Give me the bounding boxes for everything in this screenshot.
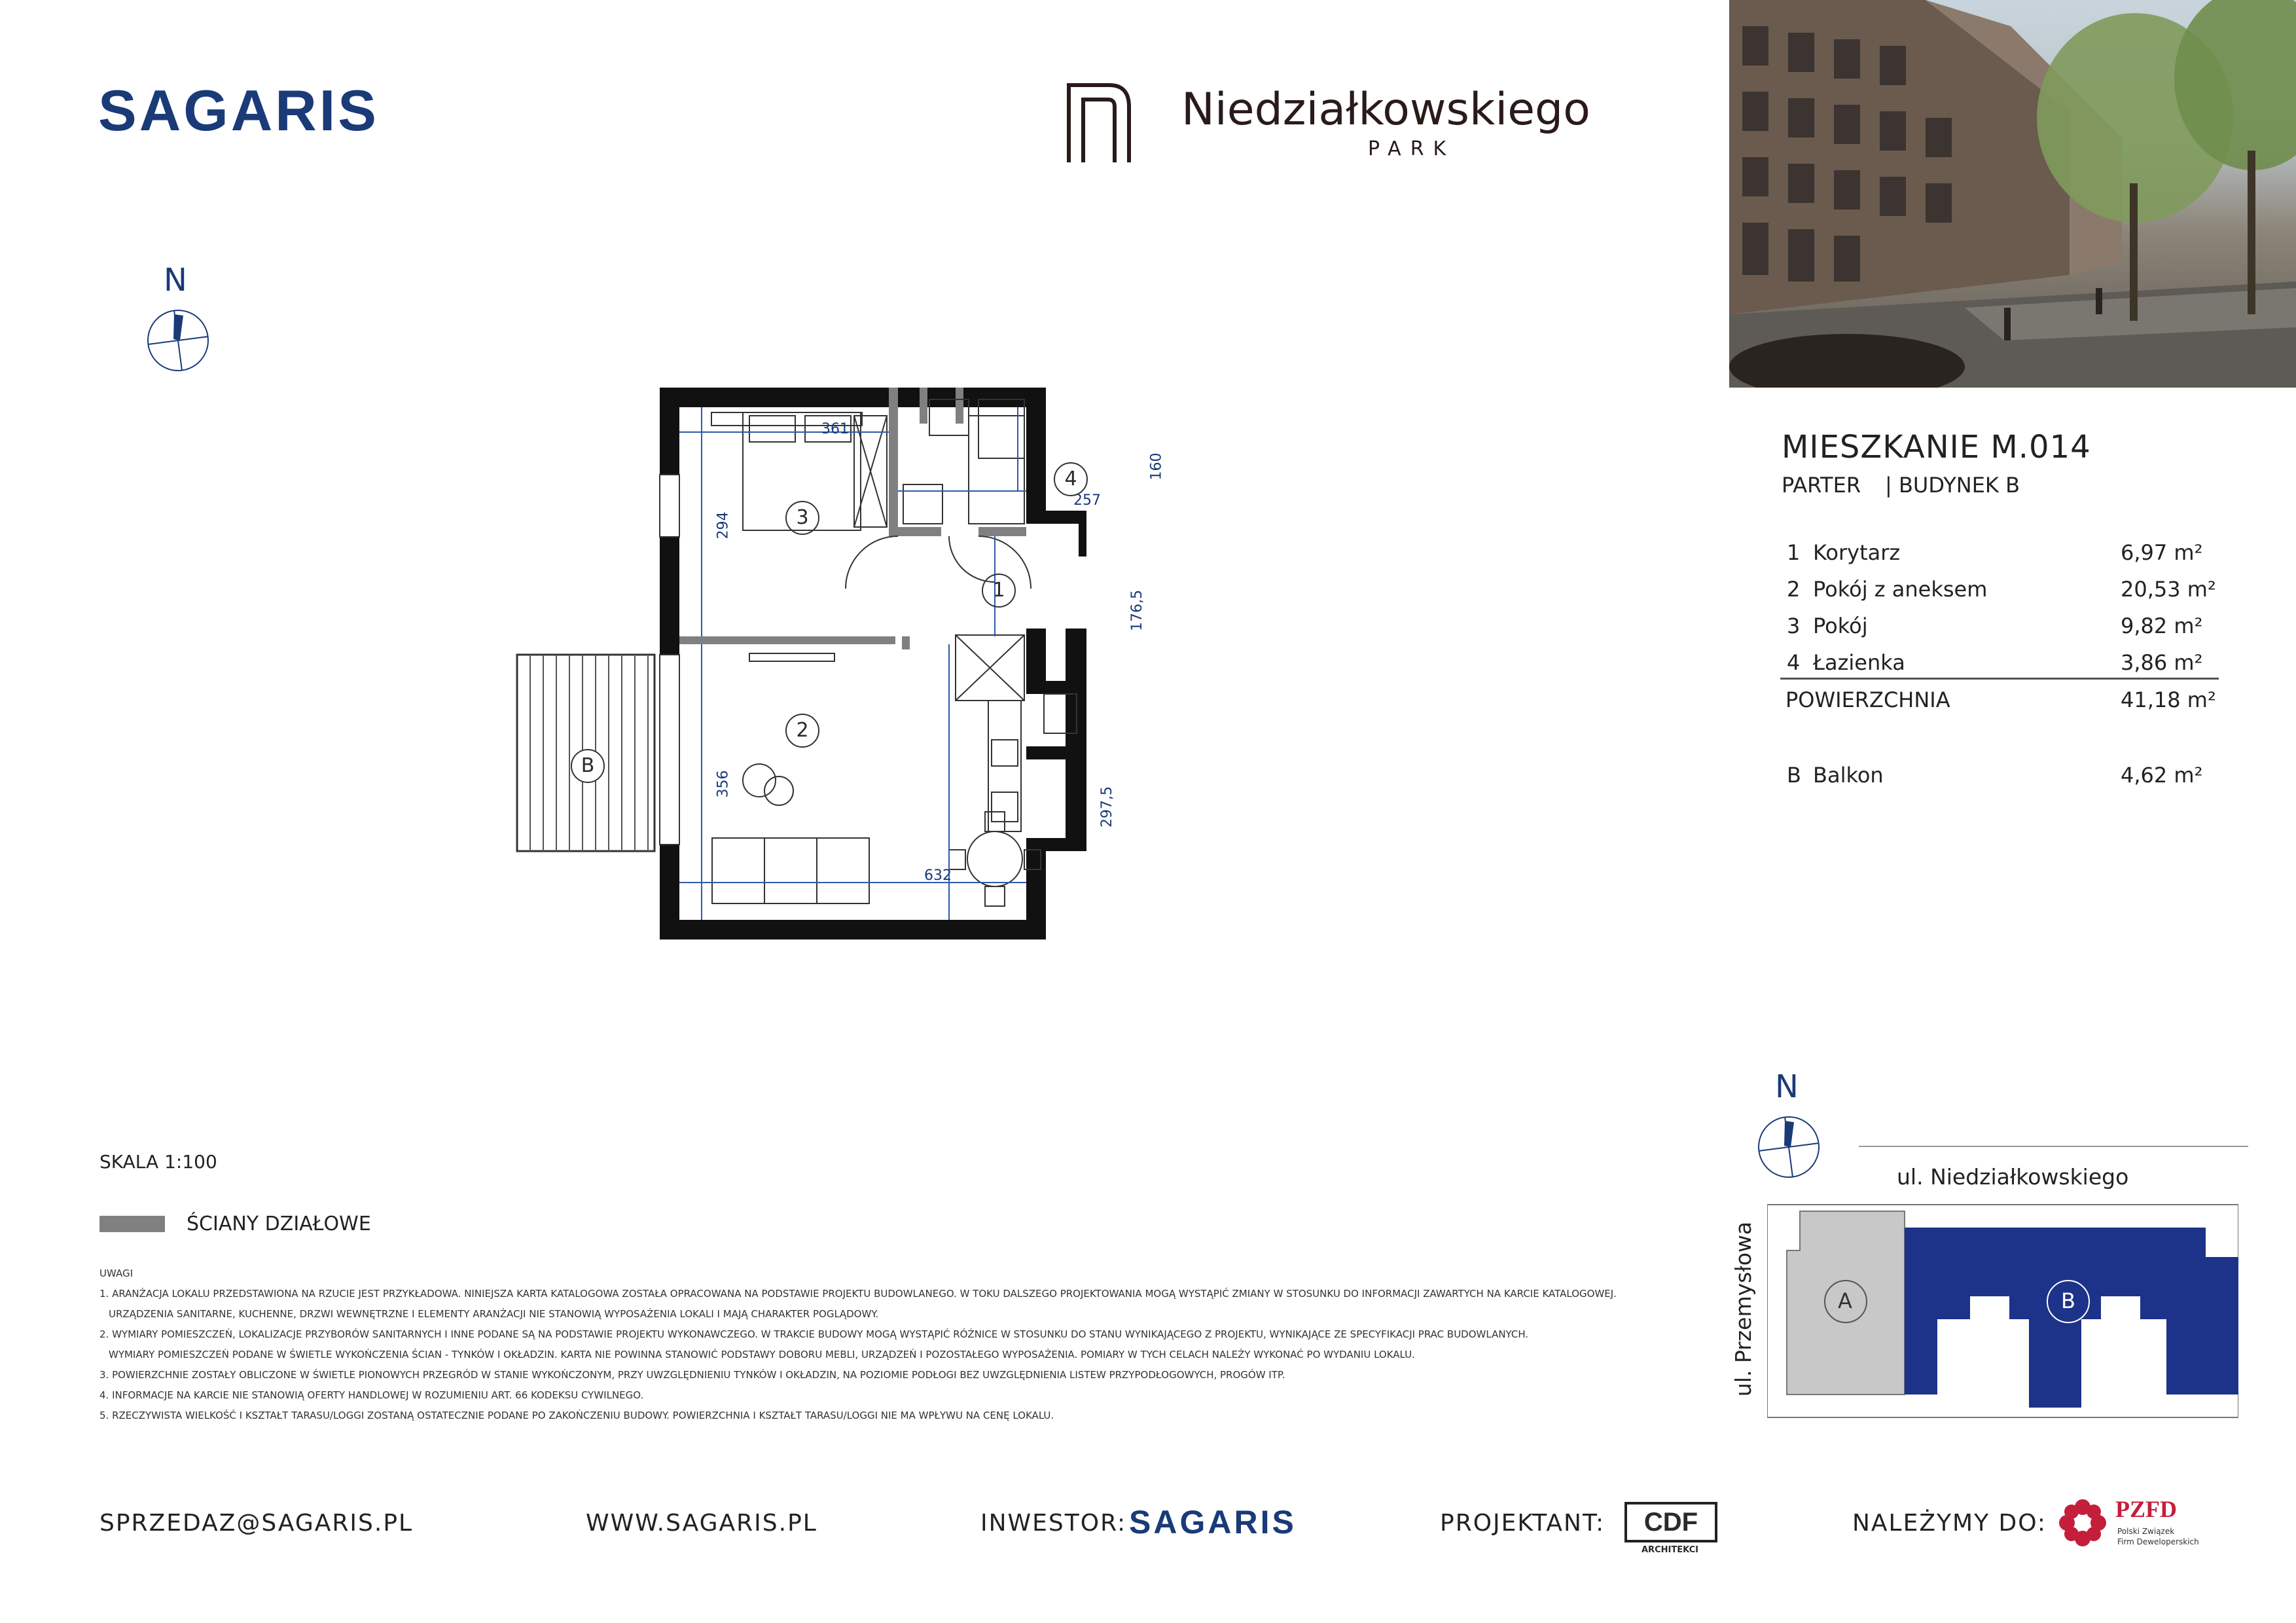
dimension-label: 160	[1148, 452, 1165, 481]
project-logo-title: Niedziałkowskiego	[1181, 84, 1590, 136]
note-line: 2. WYMIARY POMIESZCZEŃ, LOKALIZACJE PRZYBORÓW SANITARNYCH I INNE PODANE SĄ NA PODSTAWIE PROJEKTU WYKONAWCZEGO. W TRAKCIE BUDOWY MOGĄ WYSTĄPIĆ RÓŻNICE W STOSUNKU DO STANU WYNIKAJĄCEGO Z PROJEKTU, WYNIKAJĄCE ZE SPECYFIKACJI PRAC BUDOWLANYCH.	[99, 1328, 1529, 1340]
member-logo-subtitle-2: Firm Deweloperskich	[2117, 1537, 2199, 1546]
pzfd-emblem-icon	[2056, 1497, 2109, 1549]
room-marker-label: 3	[796, 506, 809, 529]
total-label: POWIERZCHNIA	[1785, 687, 1950, 712]
room-name: Pokój z aneksem	[1813, 577, 1988, 602]
balcony-number: B	[1787, 763, 1801, 788]
investor-logo: SAGARIS	[1129, 1504, 1297, 1541]
room-area: 3,86 m²	[2121, 650, 2203, 675]
dimension-label: 294	[715, 511, 732, 539]
site-divider	[1859, 1146, 2248, 1147]
room-number: 2	[1787, 577, 1801, 602]
street-name-left: ul. Przemysłowa	[1731, 1221, 1757, 1397]
note-line: 5. RZECZYWISTA WIELKOŚĆ I KSZTAŁT TARASU/LOGGI ZOSTANĄ OSTATECZNIE PODANE PO ZAKOŃCZENIU BUDOWY. POWIERZCHNIA I KSZTAŁT TARASU/LOGGI NIE MA WPŁYWU NA CENĘ LOKALU.	[99, 1410, 1054, 1421]
room-area-table	[1787, 540, 2225, 802]
apartment-floor: PARTER	[1782, 473, 1861, 498]
room-marker-label: 2	[796, 719, 809, 742]
member-logo-text: PZFD	[2115, 1496, 2177, 1522]
notes-block	[99, 1264, 1670, 1426]
room-row	[1787, 577, 2219, 613]
note-line: URZĄDZENIA SANITARNE, KUCHENNE, DRZWI WEWNĘTRZNE I ELEMENTY ARANŻACJI NIE STANOWIĄ WYPOSAŻENIA LOKALI I MAJĄ CHARAKTER POGLĄDOWY.	[109, 1308, 879, 1320]
windows	[660, 475, 679, 845]
partition-swatch	[99, 1216, 165, 1232]
total-area: 41,18 m²	[2121, 687, 2216, 712]
room-number: 3	[1787, 613, 1801, 638]
room-number: 4	[1787, 650, 1801, 675]
room-area: 9,82 m²	[2121, 613, 2203, 638]
site-north-arrow-icon	[1756, 1114, 1821, 1180]
dimension-label: 356	[715, 770, 732, 798]
room-marker-label: B	[581, 754, 595, 777]
room-name: Łazienka	[1813, 650, 1905, 675]
project-logo	[1064, 77, 1640, 169]
room-marker-label: 1	[992, 579, 1005, 602]
note-line: 1. ARANŻACJA LOKALU PRZEDSTAWIONA NA RZUCIE JEST PRZYKŁADOWA. NINIEJSZA KARTA KATALOGOWA ZOSTAŁA OPRACOWANA NA PODSTAWIE PROJEKTU BUDOWLANEGO. W TOKU DALSZEGO PROJEKTOWANIA MOGĄ WYSTĄPIĆ ZMIANY W STOSUNKU DO INFORMACJI ZAWARTYCH NA KARCIE KATALOGOWEJ.	[99, 1288, 1617, 1300]
balcony-marker	[571, 749, 605, 783]
floor-plan	[497, 380, 1086, 969]
room-marker-1	[982, 574, 1016, 608]
member-label: NALEŻYMY DO:	[1852, 1510, 2047, 1537]
room-row	[1787, 613, 2219, 650]
dimension-lines	[679, 407, 1026, 920]
room-name: Korytarz	[1813, 540, 1901, 565]
partition-walls	[679, 388, 1026, 649]
room-row	[1787, 540, 2219, 577]
dimension-label: 361	[821, 421, 849, 437]
project-logo-subtitle: PARK	[1368, 137, 1456, 160]
website-link[interactable]: WWW.SAGARIS.PL	[586, 1510, 817, 1537]
notes-title: UWAGI	[99, 1267, 134, 1279]
north-arrow-icon	[145, 308, 211, 373]
street-name-top: ul. Niedziałkowskiego	[1897, 1164, 2129, 1190]
note-line: 4. INFORMACJE NA KARCIE NIE STANOWIĄ OFERTY HANDLOWEJ W ROZUMIENIU ART. 66 KODEKSU CYWILNEGO.	[99, 1389, 644, 1401]
balcony-area: 4,62 m²	[2121, 763, 2203, 788]
room-area: 20,53 m²	[2121, 577, 2216, 602]
designer-label: PROJEKTANT:	[1440, 1510, 1605, 1537]
project-logo-mark	[1064, 77, 1136, 166]
room-marker-4	[1054, 462, 1088, 496]
balcony-name: Balkon	[1813, 763, 1884, 788]
building-rendering-photo	[1729, 0, 2296, 388]
balcony-row	[1787, 763, 2219, 799]
email-link[interactable]: SPRZEDAZ@SAGARIS.PL	[99, 1510, 414, 1537]
investor-label: INWESTOR:	[980, 1510, 1127, 1537]
north-label: N	[164, 262, 187, 299]
note-line: 3. POWIERZCHNIE ZOSTAŁY OBLICZONE W ŚWIETLE PIONOWYCH PRZEGRÓD W STANIE WYKOŃCZONYM, PRZY UWZGLĘDNIENIU TYNKÓW I OKŁADZIN, NA POZIOMIE PODŁOGI BEZ UWZGLĘDNIENIA LISTEW PRZYPODŁOGOWYCH, PROGÓW ITP.	[99, 1369, 1285, 1381]
total-row	[1787, 687, 2219, 724]
dimension-label: 176,5	[1128, 590, 1145, 631]
total-divider	[1780, 678, 2219, 680]
room-number: 1	[1787, 540, 1801, 565]
room-marker-3	[785, 501, 819, 535]
developer-logo: SAGARIS	[98, 78, 379, 143]
room-area: 6,97 m²	[2121, 540, 2203, 565]
building-b-label: B	[2061, 1288, 2075, 1313]
dimension-label: 632	[924, 867, 952, 884]
site-north-label: N	[1775, 1068, 1799, 1105]
apartment-building: | BUDYNEK B	[1885, 473, 2020, 498]
apartment-title: MIESZKANIE M.014	[1782, 429, 2091, 465]
designer-logo	[1624, 1502, 1717, 1542]
scale-label: SKALA 1:100	[99, 1151, 217, 1173]
dimension-label: 257	[1073, 492, 1101, 509]
note-line: WYMIARY POMIESZCZEŃ PODANE W ŚWIETLE WYKOŃCZENIA ŚCIAN - TYNKÓW I OKŁADZIN. KARTA NIE POWINNA STANOWIĆ PODSTAWY DOBORU MEBLI, URZĄDZEŃ I POZOSTAŁEGO WYPOSAŻENIA. POMIARY W TYCH CELACH NALEŻY WYKONAĆ PO WYDANIU LOKALU.	[109, 1349, 1415, 1360]
member-logo-subtitle-1: Polski Związek	[2117, 1527, 2175, 1536]
partition-legend-label: ŚCIANY DZIAŁOWE	[187, 1213, 371, 1235]
designer-logo-subtitle: ARCHITEKCI	[1641, 1545, 1698, 1555]
room-marker-label: 4	[1064, 467, 1077, 490]
dimension-label: 297,5	[1098, 786, 1115, 828]
room-marker-2	[785, 714, 819, 748]
building-b-footprint	[1905, 1228, 2238, 1408]
room-row	[1787, 650, 2219, 687]
room-name: Pokój	[1813, 613, 1868, 638]
building-a-label: A	[1838, 1288, 1852, 1313]
designer-logo-text: CDF	[1643, 1508, 1698, 1537]
